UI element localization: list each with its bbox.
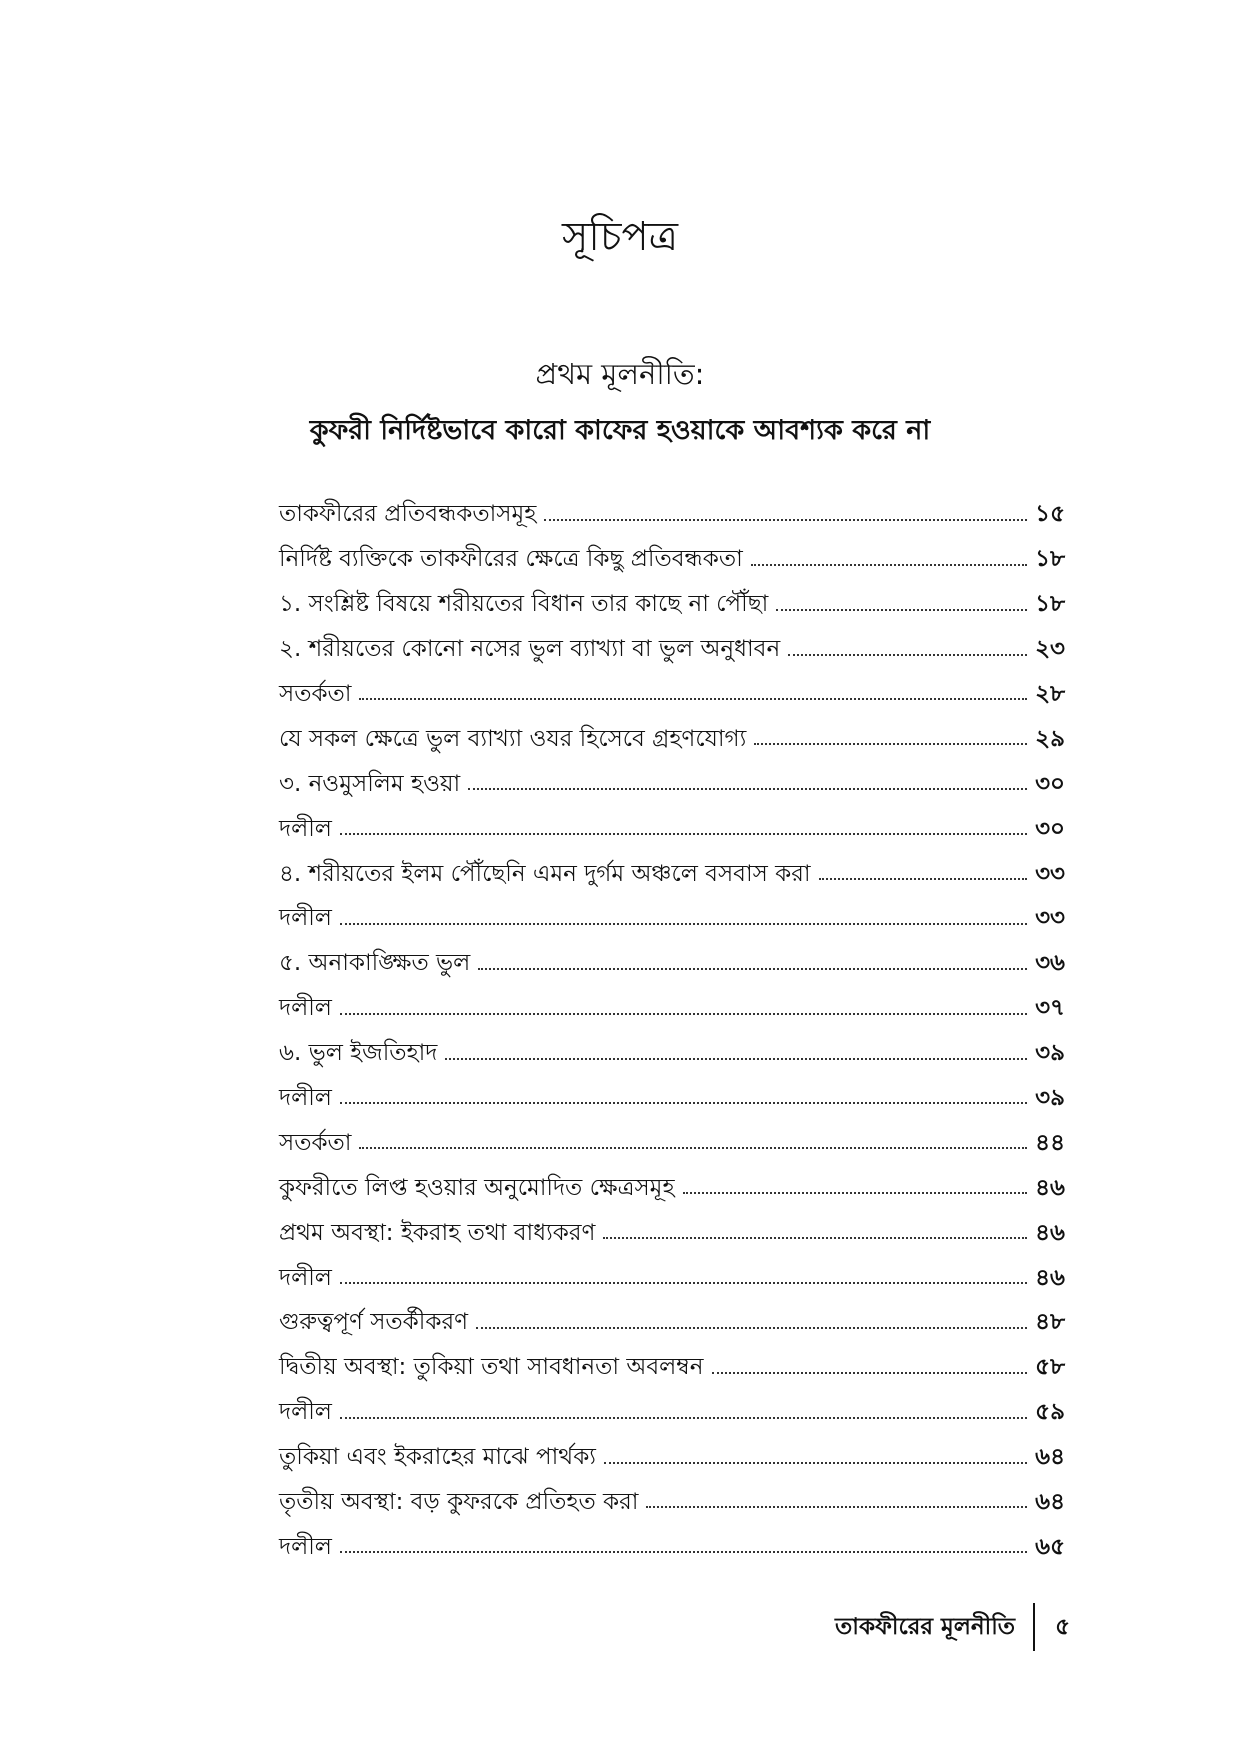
toc-entry-page: ১৫ [1035,501,1065,528]
toc-entry-page: ৫৮ [1035,1354,1065,1381]
toc-entry-label: দলীল [279,1533,332,1560]
dot-leader [751,564,1027,566]
toc-entry-label: দলীল [279,1399,332,1426]
toc-entry[interactable] [279,573,1065,618]
toc-entry-page: ৫৯ [1035,1399,1065,1426]
dot-leader [646,1506,1027,1508]
toc-entry-page: ৬৫ [1035,1533,1065,1560]
page-title: সূচিপত্র [562,214,678,260]
dot-leader [340,923,1027,925]
dot-leader [340,1282,1027,1284]
dot-leader [604,1462,1027,1464]
toc-entry-page: ১৮ [1035,546,1065,573]
section-subheading: কুফরী নির্দিষ্টভাবে কারো কাফের হওয়াকে আবশ্যক করে না [309,415,931,446]
toc-entry-page: ৩০ [1035,770,1065,797]
toc-entry-label: নির্দিষ্ট ব্যক্তিকে তাকফীরের ক্ষেত্রে কিছু প্রতিবন্ধকতা [279,546,743,573]
dot-leader [683,1192,1027,1194]
dot-leader [340,833,1027,835]
toc-entry-page: ৩৩ [1035,860,1065,887]
toc-entry-label: ৩. নওমুসলিম হওয়া [279,770,461,797]
toc-entry-label: দ্বিতীয় অবস্থা: তুকিয়া তথা সাবধানতা অবলম্বন [279,1354,704,1381]
footer-divider [1033,1603,1035,1651]
toc-entry-label: ২. শরীয়তের কোনো নসের ভুল ব্যাখ্যা বা ভুল অনুধাবন [279,636,781,663]
toc-entry[interactable] [279,1291,1065,1336]
toc-entry[interactable] [279,1156,1065,1201]
toc-entry[interactable] [279,932,1065,977]
toc-entry-page: ২৩ [1035,636,1065,663]
toc-entry-page: ৩৭ [1035,995,1065,1022]
toc-entry[interactable] [279,707,1065,752]
toc-entry-page: ৩৬ [1035,950,1065,977]
toc-entry-label: ৪. শরীয়তের ইলম পৌঁছেনি এমন দুর্গম অঞ্চলে বসবাস করা [279,860,811,887]
toc-entry[interactable] [279,618,1065,663]
toc-entry-label: তৃতীয় অবস্থা: বড় কুফরকে প্রতিহত করা [279,1489,639,1516]
dot-leader [340,1102,1027,1104]
toc-entry-label: প্রথম অবস্থা: ইকরাহ তথা বাধ্যকরণ [279,1219,596,1246]
toc-entry[interactable] [279,1515,1065,1560]
dot-leader [468,788,1027,790]
toc-entry-label: দলীল [279,1264,332,1291]
toc-entry-label: দলীল [279,1085,332,1112]
dot-leader [819,878,1027,880]
dot-leader [359,698,1027,700]
toc-entry[interactable] [279,483,1065,528]
toc-entry-page: ৩৯ [1035,1085,1065,1112]
dot-leader [603,1237,1027,1239]
toc-entry[interactable] [279,842,1065,887]
dot-leader [754,743,1027,745]
toc-entry-page: ৬৪ [1035,1444,1065,1471]
page-number: ৫ [1055,1613,1070,1640]
table-of-contents [279,483,1065,1560]
toc-entry[interactable] [279,977,1065,1022]
toc-entry-label: দলীল [279,815,332,842]
toc-entry[interactable] [279,663,1065,708]
section-heading: প্রথম মূলনীতি: [535,357,705,391]
toc-entry[interactable] [279,752,1065,797]
dot-leader [445,1058,1027,1060]
toc-entry-label: কুফরীতে লিপ্ত হওয়ার অনুমোদিত ক্ষেত্রসমূহ [279,1174,675,1201]
dot-leader [712,1372,1027,1374]
dot-leader [340,1417,1027,1419]
toc-entry-label: যে সকল ক্ষেত্রে ভুল ব্যাখ্যা ওযর হিসেবে গ্রহণযোগ্য [279,725,747,752]
toc-entry-page: ২৯ [1035,725,1065,752]
running-footer-title: তাকফীরের মূলনীতি [835,1613,1016,1640]
toc-entry-page: ৪৪ [1035,1129,1065,1156]
toc-entry[interactable] [279,1067,1065,1112]
page-footer [720,1602,1070,1652]
dot-leader [340,1013,1027,1015]
toc-entry-label: তাকফীরের প্রতিবন্ধকতাসমূহ [279,501,537,528]
toc-entry[interactable] [279,528,1065,573]
toc-entry-label: ১. সংশ্লিষ্ট বিষয়ে শরীয়তের বিধান তার কাছে না পৌঁছা [279,591,769,618]
toc-entry-page: ৪৬ [1035,1174,1065,1201]
toc-entry-label: সতর্কতা [279,681,352,708]
toc-entry-page: ৬৪ [1035,1489,1065,1516]
dot-leader [476,1327,1027,1329]
toc-entry[interactable] [279,1201,1065,1246]
toc-entry[interactable] [279,887,1065,932]
dot-leader [788,654,1027,656]
toc-entry-label: ৫. অনাকাঙ্ক্ষিত ভুল [279,950,471,977]
toc-entry[interactable] [279,1336,1065,1381]
toc-entry[interactable] [279,1111,1065,1156]
toc-entry[interactable] [279,1246,1065,1291]
toc-entry-page: ৩৯ [1035,1040,1065,1067]
toc-entry[interactable] [279,1471,1065,1516]
toc-entry-page: ২৮ [1035,681,1065,708]
toc-entry[interactable] [279,1426,1065,1471]
toc-entry-label: দলীল [279,905,332,932]
toc-entry-label: তুকিয়া এবং ইকরাহের মাঝে পার্থক্য [279,1444,596,1471]
toc-entry-page: ৩৩ [1035,905,1065,932]
dot-leader [340,1551,1027,1553]
toc-entry-label: সতর্কতা [279,1129,352,1156]
toc-entry[interactable] [279,1022,1065,1067]
toc-entry-label: গুরুত্বপূর্ণ সতর্কীকরণ [279,1309,469,1336]
toc-entry-page: ৪৬ [1035,1219,1065,1246]
toc-entry-label: দলীল [279,995,332,1022]
toc-entry[interactable] [279,1381,1065,1426]
dot-leader [776,609,1027,611]
dot-leader [359,1147,1027,1149]
toc-entry-page: ৪৮ [1035,1309,1065,1336]
toc-entry-label: ৬. ভুল ইজতিহাদ [279,1040,438,1067]
dot-leader [544,519,1027,521]
toc-entry-page: ৩০ [1035,815,1065,842]
toc-entry-page: ১৮ [1035,591,1065,618]
toc-entry-page: ৪৬ [1035,1264,1065,1291]
dot-leader [478,968,1027,970]
toc-entry[interactable] [279,797,1065,842]
